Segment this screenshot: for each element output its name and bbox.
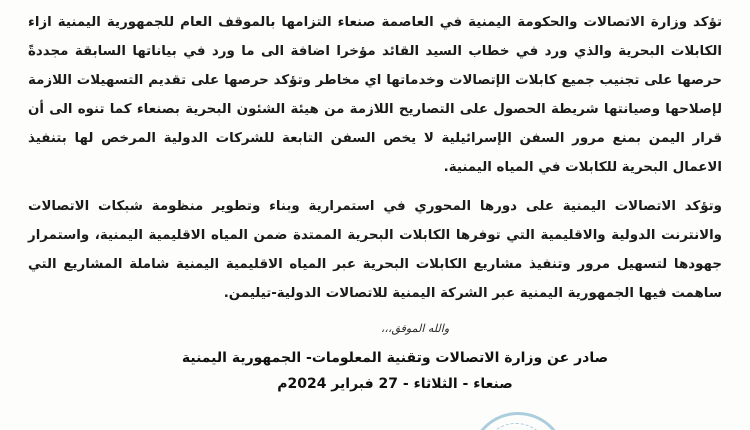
seal-inner-ring — [481, 423, 551, 430]
paragraph-statement: تؤكد وزارة الاتصالات والحكومة اليمنية في العاصمة صنعاء التزامها بالموقف العام للجمهورية اليمنية ازاء الكابلات البحرية والذي ورد في خطاب السيد القائد مؤخرا اضافة الى ما ورد في بياناتها السابقة مجددةً حرصها على تجنيب جميع كابلات الإتصالات وخدماتها اي مخاطر وتؤكد حرصها على تقديم التسهيلات اللازمة لإصلاحها وصيانتها شريطة الحصول على التصاريح اللازمة من هيئة الشئون البحرية بصنعاء كما تنوه الى أن قرار اليمن بمنع مرور السفن الإسرائيلية لا يخص السفن التابعة للشركات الدولية المرخص لها بتنفيذ الاعمال البحرية للكابلات في المياه اليمنية. — [28, 15, 722, 175]
issuer-line: صادر عن وزارة الاتصالات وتقنية المعلومات- الجمهورية اليمنية — [181, 350, 609, 366]
date-line: صنعاء - الثلاثاء - 27 فبراير 2024م — [277, 376, 513, 392]
closing-line: والله الموفق،،، — [380, 322, 450, 335]
document-body — [28, 8, 722, 396]
paragraph-confirmation: وتؤكد الاتصالات اليمنية على دورها المحوري في استمرارية وبناء وتطوير منظومة شبكات الاتصالات والانترنت الدولية والاقليمية التي توفرها الكابلات البحرية الممتدة ضمن المياه الاقليمية اليمنية، واستمرار جهودها لتسهيل مرور وتنفيذ مشاريع الكابلات البحرية عبر المياه الاقليمية اليمنية شاملة المشاريع التي ساهمت فيها الجمهورية اليمنية عبر الشركة اليمنية للاتصالات الدولية-تيليمن. — [28, 199, 722, 301]
official-seal-stamp — [470, 412, 566, 430]
